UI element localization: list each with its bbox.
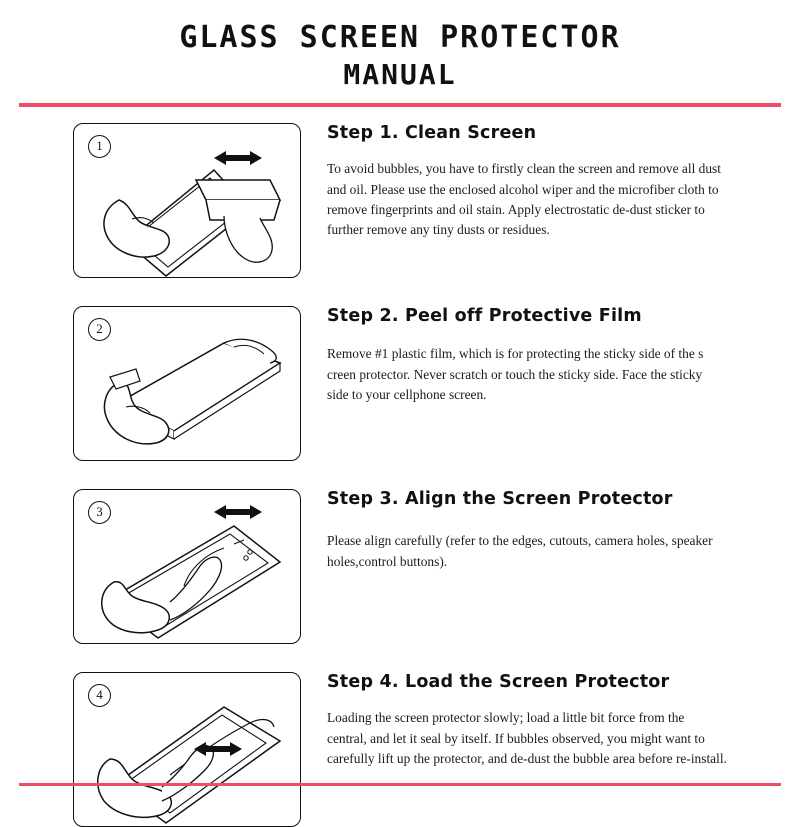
step-title: Step 1. Clean Screen bbox=[327, 123, 537, 144]
step-item bbox=[0, 666, 800, 827]
step-body bbox=[301, 300, 782, 404]
figure-peel-off-film-from-protector bbox=[73, 306, 301, 461]
step-body bbox=[301, 483, 782, 571]
step-text: Remove #1 plastic film, which is for protecting the sticky side of the s creen protector. Never scratch or touch the sticky side. Face the sticky side to your cellphone screen. bbox=[327, 346, 704, 402]
figure-align-protector-over-phone bbox=[73, 489, 301, 644]
page-title-line-1: GLASS SCREEN PROTECTOR bbox=[179, 20, 621, 55]
document-header bbox=[0, 0, 800, 107]
step-text: Please align carefully (refer to the edges, cutouts, camera holes, speaker holes,control buttons). bbox=[327, 533, 713, 569]
step-item bbox=[0, 300, 800, 461]
step-title: Step 4. Load the Screen Protector bbox=[327, 672, 670, 693]
step-text: To avoid bubbles, you have to firstly clean the screen and remove all dust and oil. Please use the enclosed alcohol wiper and the microfiber cloth to remove fingerprints and oil stain. Apply electrostatic de-dust sticker to further remove any tiny dusts or residues. bbox=[327, 161, 721, 237]
step-body bbox=[301, 666, 782, 768]
step-item bbox=[0, 117, 800, 278]
step-number-badge: 1 bbox=[88, 135, 111, 158]
steps-list bbox=[0, 117, 800, 827]
page-title-line-2: MANUAL bbox=[343, 58, 457, 91]
step-number-badge: 2 bbox=[88, 318, 111, 341]
figure-clean-screen-with-cloth-and-wipe-arrows bbox=[73, 123, 301, 278]
step-number-badge: 3 bbox=[88, 501, 111, 524]
footer-divider bbox=[19, 783, 781, 786]
step-title: Step 2. Peel off Protective Film bbox=[327, 306, 642, 327]
step-item bbox=[0, 483, 800, 644]
step-text: Loading the screen protector slowly; load a little bit force from the central, and let it seal by itself. If bubbles observed, you might want to carefully lift up the protector, and de-dust the bubble area before re-install. bbox=[327, 710, 727, 766]
title-divider bbox=[19, 103, 781, 107]
step-number-badge: 4 bbox=[88, 684, 111, 707]
figure-press-protector-onto-screen bbox=[73, 672, 301, 827]
step-title: Step 3. Align the Screen Protector bbox=[327, 489, 673, 510]
step-body bbox=[301, 117, 782, 239]
